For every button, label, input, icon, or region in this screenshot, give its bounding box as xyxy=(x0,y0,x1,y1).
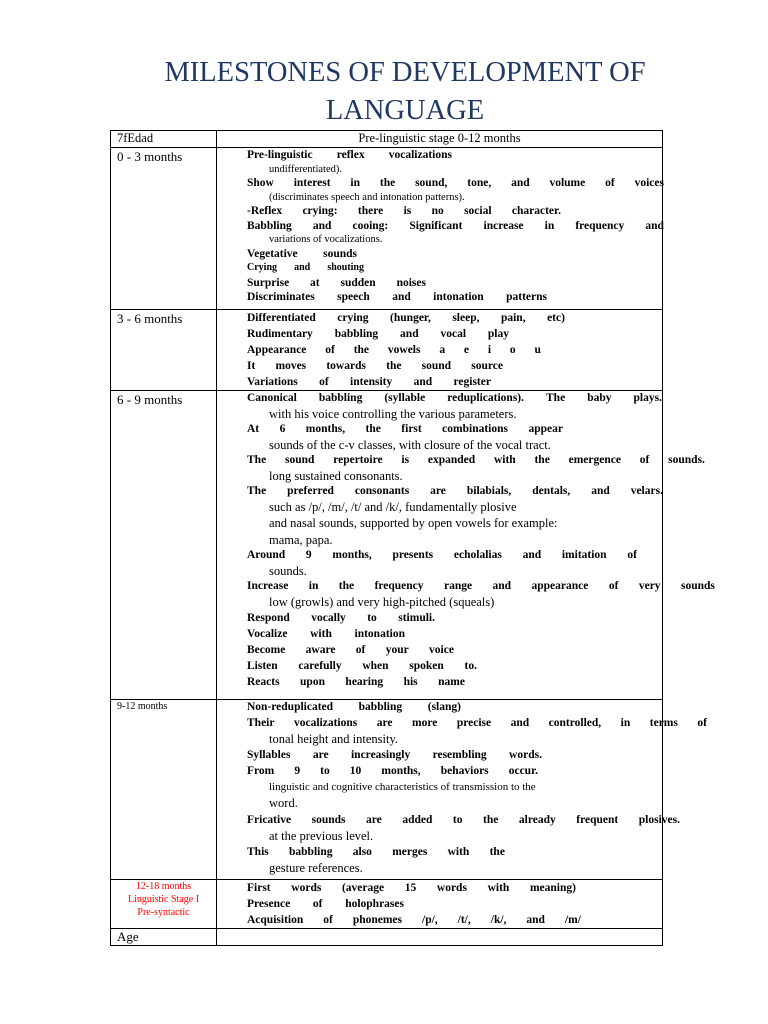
word: are xyxy=(430,485,446,497)
word: spoken xyxy=(409,660,444,672)
word: appear xyxy=(528,423,563,435)
milestone-line xyxy=(247,310,565,326)
word: sound, xyxy=(415,177,448,189)
word: his xyxy=(403,676,418,688)
word: frequency xyxy=(374,580,424,592)
milestone-line xyxy=(247,763,538,779)
milestone-subline: linguistic and cognitive characteristics of transmission to the xyxy=(269,781,536,793)
word: consonants xyxy=(354,485,410,497)
milestone-subline: gesture references. xyxy=(269,861,363,875)
milestone-subline: tonal height and intensity. xyxy=(269,731,399,746)
table-row xyxy=(111,148,663,310)
word: months, xyxy=(381,765,421,777)
word: plays. xyxy=(633,392,662,404)
word: Crying xyxy=(247,262,277,273)
word: is xyxy=(401,454,410,466)
word: babbling xyxy=(334,328,379,340)
milestone-line xyxy=(247,548,637,563)
milestones-cell xyxy=(217,880,663,929)
milestone-line xyxy=(247,374,491,390)
word: /k/, xyxy=(490,914,507,926)
table-row xyxy=(111,391,663,700)
age-cell: 9-12 months xyxy=(111,700,217,880)
word: more xyxy=(412,716,438,729)
milestone-line xyxy=(247,290,547,305)
word: towards xyxy=(326,360,366,372)
word: to xyxy=(452,813,463,826)
word: babbling xyxy=(358,701,403,713)
word: 15 xyxy=(404,882,417,894)
word: meaning) xyxy=(529,882,576,894)
milestone-line xyxy=(247,674,465,690)
word: of xyxy=(608,580,619,592)
word: 6 xyxy=(279,423,286,435)
word: babbling xyxy=(289,846,333,858)
milestone-line xyxy=(247,342,541,358)
word: and xyxy=(522,549,542,561)
word: Babbling xyxy=(247,219,292,232)
word: frequent xyxy=(576,813,619,826)
word: vocally xyxy=(311,612,346,624)
milestone-line xyxy=(247,219,664,234)
milestone-line xyxy=(247,453,705,468)
word: words. xyxy=(509,749,542,761)
table-header-row xyxy=(111,131,663,148)
word: /t/, xyxy=(457,914,471,926)
word: etc) xyxy=(547,312,565,324)
word: the xyxy=(489,846,505,858)
word: and xyxy=(492,580,512,592)
word: reflex xyxy=(336,149,365,161)
word: added xyxy=(402,813,433,826)
word: holophrases xyxy=(345,898,404,910)
word: The xyxy=(247,485,267,497)
milestone-subline: variations of vocalizations. xyxy=(269,234,383,245)
word: Syllables xyxy=(247,749,291,761)
word: with xyxy=(447,846,470,858)
word: vocalizations xyxy=(293,716,358,729)
word: in xyxy=(350,177,361,189)
word: your xyxy=(385,644,409,656)
milestone-subline: at the previous level. xyxy=(269,828,374,843)
word: sleep, xyxy=(452,312,480,324)
word: months, xyxy=(305,423,346,435)
milestone-subline: mama, papa. xyxy=(269,532,333,547)
age-cell: 6 - 9 months xyxy=(111,391,217,700)
word: From xyxy=(247,765,275,777)
word: at xyxy=(310,276,320,289)
word: (syllable xyxy=(384,392,426,404)
word: It xyxy=(247,360,256,372)
word: -Reflex xyxy=(247,205,283,217)
document-title xyxy=(0,54,768,130)
word: Fricative xyxy=(247,813,292,826)
word: also xyxy=(352,846,372,858)
word: of xyxy=(319,376,329,388)
word: reduplications). xyxy=(447,392,525,404)
age-cell xyxy=(111,880,217,929)
word: Non-reduplicated xyxy=(247,701,334,713)
milestone-line xyxy=(247,812,680,828)
milestone-subline: undifferentiated). xyxy=(269,163,342,175)
word: very xyxy=(638,580,661,592)
word: the xyxy=(379,177,396,189)
word: Appearance xyxy=(247,344,307,356)
word: character. xyxy=(511,205,561,217)
table-row xyxy=(111,310,663,391)
word: pain, xyxy=(500,312,526,324)
word: u xyxy=(534,344,541,356)
milestone-subline: such as /p/, /m/, /t/ and /k/, fundamentally plosive xyxy=(269,499,517,514)
milestone-line xyxy=(247,626,405,642)
word: when xyxy=(362,660,389,672)
stage-label: Linguistic Stage I xyxy=(127,894,200,905)
milestone-line xyxy=(247,579,715,594)
milestone-subline: long sustained consonants. xyxy=(269,468,403,483)
word: At xyxy=(247,423,260,435)
word: and xyxy=(413,376,433,388)
word: months, xyxy=(332,549,372,561)
word: Acquisition xyxy=(247,914,304,926)
word: social xyxy=(464,205,492,217)
word: phonemes xyxy=(352,914,403,926)
stage-sublabel: Pre-syntactic xyxy=(137,907,190,918)
word: Rudimentary xyxy=(247,328,313,340)
word: of xyxy=(312,898,323,910)
word: precise xyxy=(456,716,492,729)
header-stage-cell: Pre-linguistic stage 0-12 months xyxy=(217,131,663,148)
word: aware xyxy=(305,644,336,656)
word: words xyxy=(436,882,467,894)
word: crying: xyxy=(302,205,338,217)
word: controlled, xyxy=(548,716,602,729)
word: to xyxy=(320,765,330,777)
milestone-line xyxy=(247,844,505,860)
milestone-line xyxy=(247,176,664,191)
word: The xyxy=(546,392,566,404)
word: Pre-linguistic xyxy=(247,149,313,161)
word: crying xyxy=(337,312,369,324)
word: Their xyxy=(247,716,275,729)
word: register xyxy=(453,376,491,388)
table-row xyxy=(111,700,663,880)
word: First xyxy=(247,882,271,894)
word: Significant xyxy=(409,219,463,232)
word: are xyxy=(366,813,382,826)
word: cooing: xyxy=(352,219,389,232)
word: sounds. xyxy=(668,454,705,466)
word: in xyxy=(620,716,631,729)
milestone-line xyxy=(247,747,542,763)
title-line-2: LANGUAGE xyxy=(325,95,485,126)
milestone-line xyxy=(247,896,404,912)
word: Differentiated xyxy=(247,312,316,324)
word: of xyxy=(639,454,650,466)
word: Canonical xyxy=(247,392,297,404)
word: sudden xyxy=(340,276,376,289)
word: with xyxy=(493,454,516,466)
word: sounds xyxy=(681,580,715,592)
word: and xyxy=(511,177,530,189)
milestone-line xyxy=(247,715,707,731)
word: The xyxy=(247,454,267,466)
word: upon xyxy=(300,676,325,688)
milestones-table xyxy=(110,130,715,946)
word: Presence xyxy=(247,898,291,910)
word: play xyxy=(487,328,509,340)
word: and xyxy=(294,262,311,273)
word: bilabials, xyxy=(466,485,512,497)
word: no xyxy=(431,205,444,217)
word: intonation xyxy=(433,291,484,303)
word: and xyxy=(400,328,419,340)
word: of xyxy=(697,716,707,729)
word: (slang) xyxy=(427,701,461,713)
word: Show xyxy=(247,177,274,189)
word: and xyxy=(645,219,664,232)
word: velars. xyxy=(630,485,663,497)
word: shouting xyxy=(327,262,364,273)
table-row xyxy=(111,880,663,929)
milestones-cell xyxy=(217,391,715,700)
word: presents xyxy=(392,549,434,561)
milestone-line xyxy=(247,148,452,163)
word: sounds xyxy=(323,247,357,260)
word: plosives. xyxy=(638,813,680,826)
word: o xyxy=(509,344,516,356)
word: expanded xyxy=(427,454,476,466)
word: Surprise xyxy=(247,276,290,289)
milestone-subline: low (growls) and very high-pitched (squeals) xyxy=(269,594,495,609)
milestone-line xyxy=(247,610,435,626)
word: terms xyxy=(649,716,678,729)
milestone-subline: and nasal sounds, supported by open vowels for example: xyxy=(269,516,558,530)
word: resembling xyxy=(432,749,487,761)
word: babbling xyxy=(318,392,363,404)
word: behaviors xyxy=(440,765,489,777)
word: moves xyxy=(275,360,307,372)
word: combinations xyxy=(442,423,508,435)
word: vocalizations xyxy=(388,149,452,161)
milestone-line xyxy=(247,912,581,928)
empty-cell xyxy=(217,929,663,946)
word: intonation xyxy=(354,628,405,640)
word: tone, xyxy=(467,177,492,189)
milestone-line xyxy=(247,391,662,406)
milestone-subline: word. xyxy=(269,796,298,810)
word: to. xyxy=(464,660,477,672)
word: Discriminates xyxy=(247,291,315,303)
milestone-line xyxy=(247,261,364,276)
word: Vocalize xyxy=(247,628,288,640)
milestones-cell xyxy=(217,310,663,391)
word: Listen xyxy=(247,660,278,672)
word: i xyxy=(487,344,492,356)
word: first xyxy=(401,423,422,435)
age-cell: 3 - 6 months xyxy=(111,310,217,391)
word: This xyxy=(247,846,269,858)
age-cell: Age xyxy=(111,929,217,946)
word: and xyxy=(510,716,530,729)
word: (hunger, xyxy=(390,312,431,324)
word: of xyxy=(325,344,335,356)
word: hearing xyxy=(345,676,384,688)
milestone-line xyxy=(247,204,561,219)
word: and xyxy=(591,485,610,497)
word: Become xyxy=(247,644,286,656)
word: merges xyxy=(392,846,428,858)
word: of xyxy=(323,914,333,926)
word: Reacts xyxy=(247,676,280,688)
word: the xyxy=(338,580,355,592)
word: in xyxy=(544,219,555,232)
word: Increase xyxy=(247,580,289,592)
word: to xyxy=(367,612,377,624)
age-range-label: 12-18 months xyxy=(135,881,192,892)
word: patterns xyxy=(506,291,547,303)
word: increase xyxy=(483,219,524,232)
milestone-subline: sounds. xyxy=(269,563,307,578)
word: volume xyxy=(549,177,586,189)
word: of xyxy=(627,549,637,561)
milestone-line xyxy=(247,247,357,262)
word: interest xyxy=(293,177,331,189)
word: e xyxy=(463,344,470,356)
milestone-line xyxy=(247,642,454,658)
milestone-subline: with his voice controlling the various parameters. xyxy=(269,406,517,421)
word: imitation xyxy=(561,549,607,561)
word: appearance xyxy=(531,580,589,592)
word: Vegetative xyxy=(247,247,298,260)
word: are xyxy=(312,749,329,761)
word: repertoire xyxy=(333,454,383,466)
word: the xyxy=(353,344,370,356)
milestone-line xyxy=(247,700,461,715)
word: increasingly xyxy=(350,749,411,761)
word: vowels xyxy=(387,344,421,356)
word: stimuli. xyxy=(398,612,435,624)
word: voice xyxy=(429,644,454,656)
word: and xyxy=(312,219,332,232)
title-line-1: MILESTONES OF DEVELOPMENT OF xyxy=(164,57,646,88)
word: sound xyxy=(284,454,315,466)
word: a xyxy=(439,344,446,356)
age-cell: 0 - 3 months xyxy=(111,148,217,310)
word: occur. xyxy=(508,765,538,777)
word: Around xyxy=(247,549,286,561)
table-row xyxy=(111,929,663,946)
word: Respond xyxy=(247,612,290,624)
header-age-cell: 7fEdad xyxy=(111,131,217,148)
word: already xyxy=(518,813,556,826)
word: there xyxy=(357,205,384,217)
word: source xyxy=(471,360,503,372)
milestones-cell xyxy=(217,148,663,310)
word: sound xyxy=(421,360,452,372)
word: of xyxy=(605,177,615,189)
word: with xyxy=(487,882,510,894)
word: frequency xyxy=(575,219,625,232)
milestone-line xyxy=(247,276,426,291)
milestone-line xyxy=(247,658,477,674)
word: emergence xyxy=(568,454,621,466)
milestone-line xyxy=(247,326,509,342)
word: dentals, xyxy=(532,485,571,497)
word: words xyxy=(291,882,322,894)
word: with xyxy=(310,628,332,640)
word: and xyxy=(526,914,545,926)
word: vocal xyxy=(440,328,467,340)
word: 10 xyxy=(349,765,362,777)
word: of xyxy=(355,644,366,656)
word: and xyxy=(392,291,411,303)
word: noises xyxy=(396,276,426,289)
milestones-cell xyxy=(217,700,707,880)
word: (average xyxy=(341,882,385,894)
word: baby xyxy=(587,392,612,404)
word: is xyxy=(403,205,412,217)
word: name xyxy=(438,676,465,688)
word: in xyxy=(308,580,319,592)
milestone-line xyxy=(247,880,576,896)
word: preferred xyxy=(287,485,334,497)
milestone-line xyxy=(247,422,563,437)
word: the xyxy=(386,360,402,372)
milestone-line xyxy=(247,358,503,374)
word: sounds xyxy=(311,813,346,826)
word: echolalias xyxy=(453,549,502,561)
word: voices xyxy=(634,177,664,189)
word: intensity xyxy=(350,376,393,388)
milestone-subline: (discriminates speech and intonation patterns). xyxy=(269,191,465,203)
word: /p/, xyxy=(422,914,438,926)
word: carefully xyxy=(298,660,342,672)
milestone-line xyxy=(247,484,663,499)
word: 9 xyxy=(305,549,312,561)
word: the xyxy=(365,423,381,435)
word: speech xyxy=(337,291,370,303)
word: range xyxy=(443,580,473,592)
word: the xyxy=(483,813,499,826)
word: /m/ xyxy=(564,914,581,926)
milestone-subline: sounds of the c-v classes, with closure of the vocal tract. xyxy=(269,437,551,452)
word: 9 xyxy=(294,765,301,777)
word: Variations xyxy=(247,376,298,388)
word: the xyxy=(534,454,550,466)
word: are xyxy=(376,716,393,729)
